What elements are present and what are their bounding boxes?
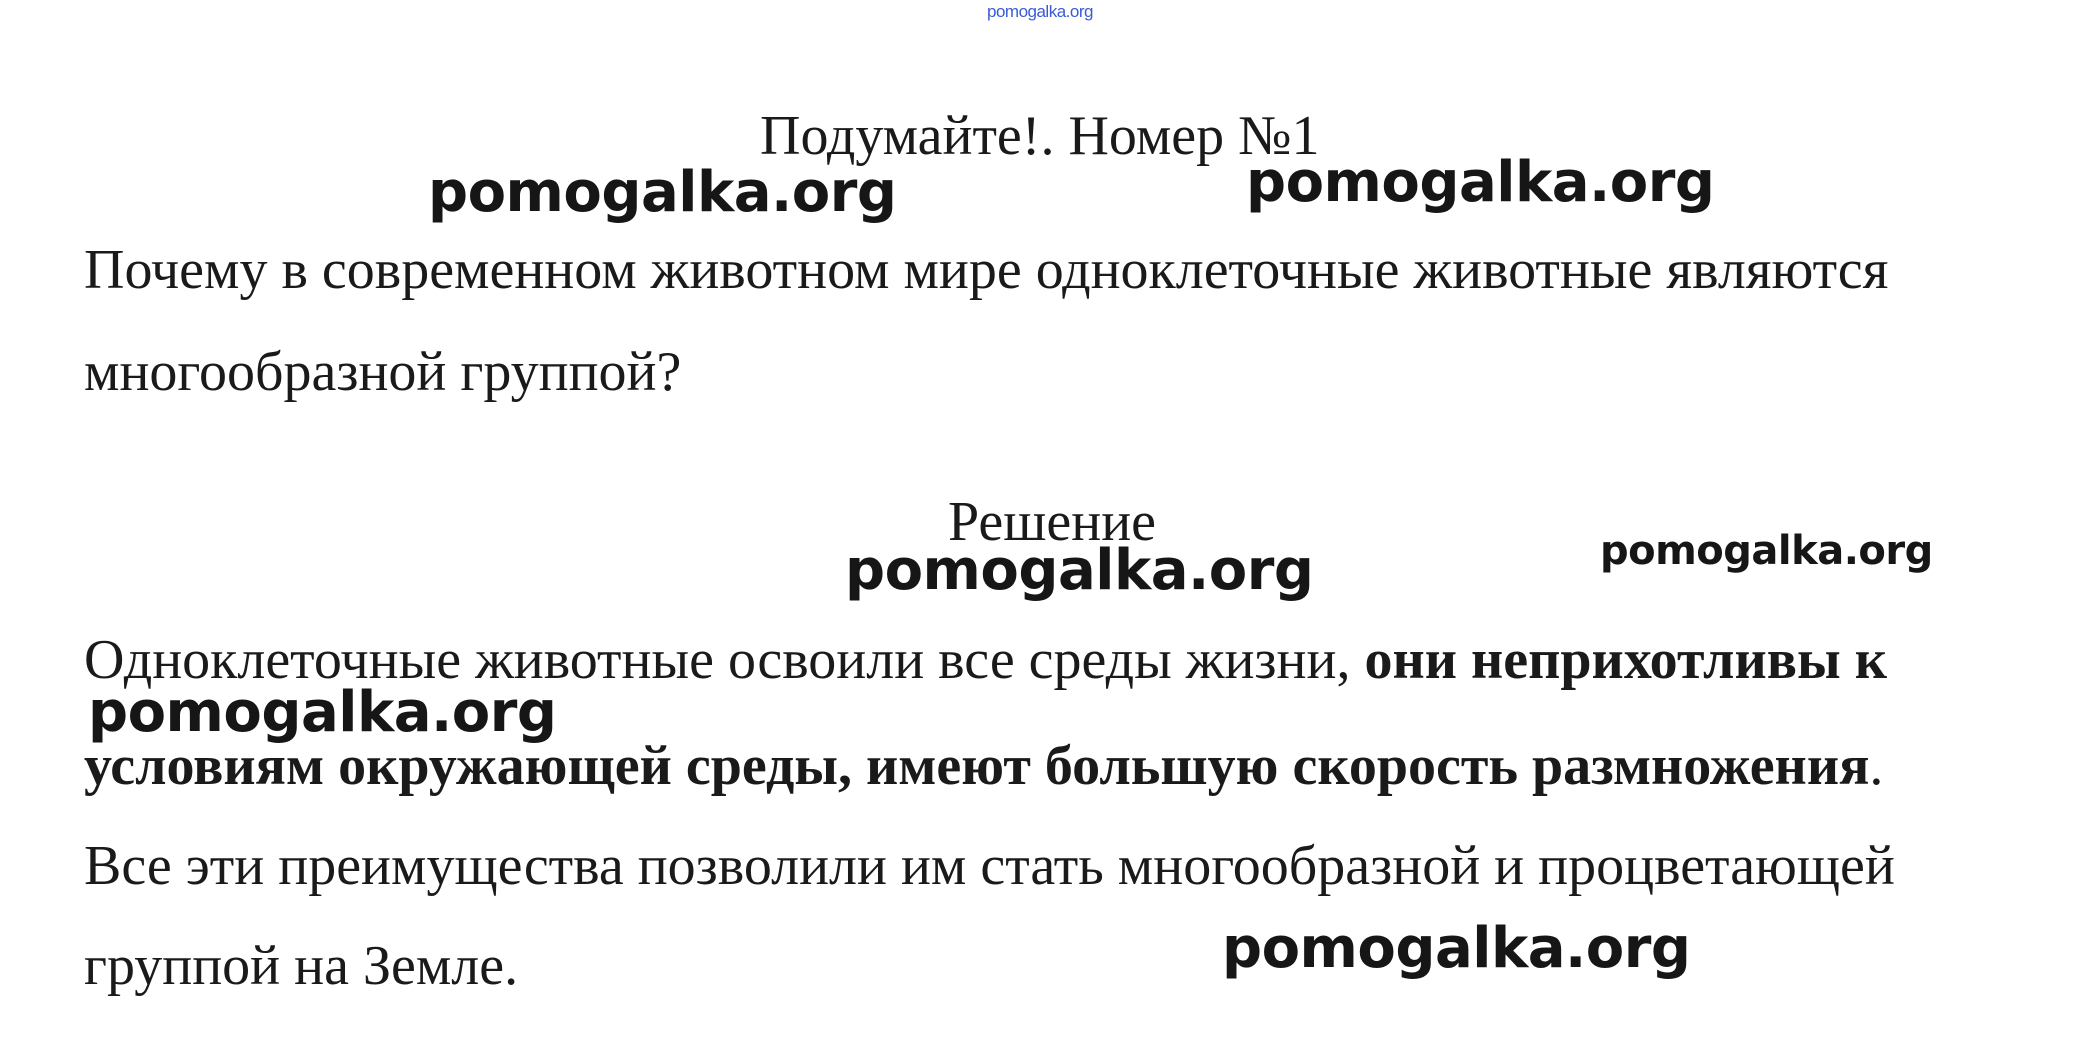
watermark: pomogalka.org	[1600, 528, 1933, 574]
question-line-1: Почему в современном животном мире одноклеточные животные являются	[84, 239, 1889, 301]
answer-line-2-bold: условиям окружающей среды, имеют большую скорость размножения	[84, 735, 1870, 797]
answer-line-1-bold: они неприхотливы к	[1364, 629, 1887, 691]
answer-line-3: Все эти преимущества позволили им стать многообразной и процветающей	[84, 835, 1895, 897]
answer-line-1-regular: Одноклеточные животные освоили все среды жизни,	[84, 629, 1365, 691]
watermark: pomogalka.org	[1246, 150, 1715, 215]
watermark: pomogalka.org	[845, 538, 1314, 603]
solution-heading: Решение	[948, 491, 1157, 553]
answer-line-4: группой на Земле.	[84, 935, 519, 997]
site-link[interactable]: pomogalka.org	[987, 2, 1093, 21]
question-line-2: многообразной группой?	[84, 341, 682, 403]
watermark: pomogalka.org	[428, 160, 897, 225]
page-title: Подумайте!. Номер №1	[760, 105, 1320, 167]
watermark: pomogalka.org	[88, 680, 557, 745]
watermark: pomogalka.org	[1222, 916, 1691, 981]
answer-line-2-regular: .	[1869, 735, 1884, 797]
